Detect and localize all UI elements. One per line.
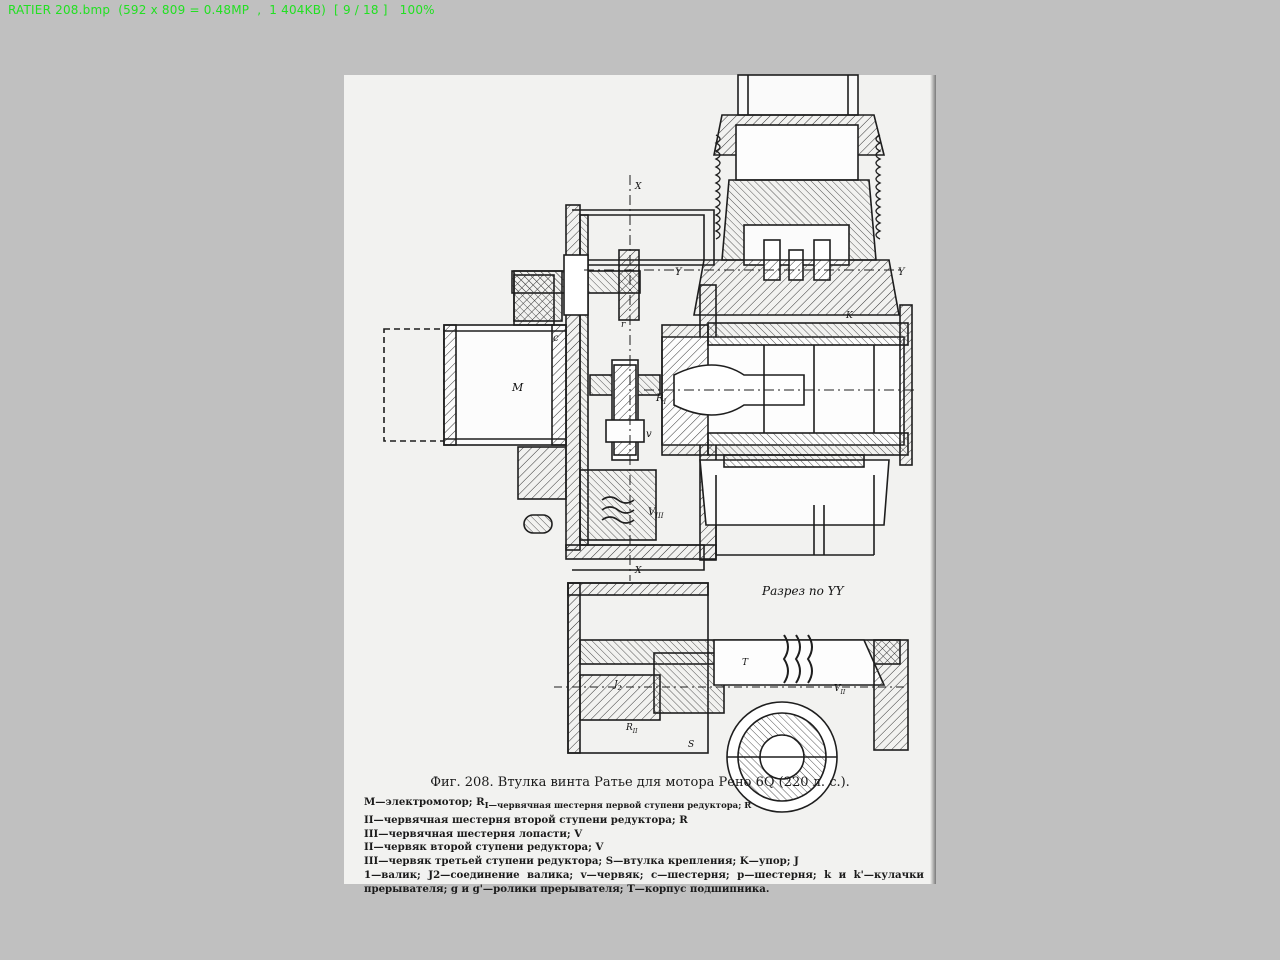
caption-title: Фиг. 208. Втулка винта Ратье для мотора Рено 6Q (220 л. с.).	[430, 775, 850, 790]
status-bar: RATIER 208.bmp (592 x 809 = 0.48MP , 1 404KB) [ 9 / 18 ] 100%	[8, 3, 435, 17]
label-x-top: X	[635, 182, 642, 192]
caption-line: III—червячная шестерня лопасти; V	[364, 827, 583, 840]
page-edge-shadow	[930, 75, 936, 884]
label-v: v	[646, 429, 652, 440]
label-motor: M	[512, 381, 524, 394]
label-c: c	[553, 333, 559, 344]
caption-line: II—червячная шестерня второй ступени редуктора; R	[364, 813, 688, 826]
label-r1: $R_I$	[656, 393, 667, 406]
caption-line: 1—валик; J2—соединение валика; v—червяк; c—шестерня; p—шестерня; k и k'—кулачки прерывателя; g и g'—ролики прерывателя; T—корпус подшипника.	[364, 869, 924, 895]
label-j2: $J_2$	[614, 680, 622, 692]
shaft-housing-top	[694, 75, 899, 315]
label-t: T	[742, 658, 749, 668]
caption-body	[364, 796, 924, 897]
label-k: K	[846, 311, 853, 321]
engine-hub	[662, 305, 912, 465]
label-x-bottom: X	[635, 566, 642, 576]
label-v2: $V_{II}$	[834, 684, 846, 696]
technical-drawing	[344, 75, 936, 775]
caption-line: II—червяк второй ступени редуктора; V	[364, 841, 604, 854]
label-r: r	[621, 320, 626, 330]
label-s: S	[688, 740, 695, 750]
label-y-left: Y	[675, 267, 682, 278]
section-label: Разрез по YY	[762, 584, 844, 598]
label-y-right: Y	[898, 267, 905, 278]
caption-line: M—электромотор; $R_{I—червячная шестерня первой ступени редуктора; R}$	[364, 796, 752, 812]
label-r2: $R_{II}$	[626, 723, 638, 735]
caption-line: III—червяк третьей ступени редуктора; S—втулка крепления; K—упор; J	[364, 855, 799, 868]
image-canvas[interactable]	[344, 75, 936, 895]
engine-cylinder-lower	[700, 455, 889, 555]
electric-motor	[384, 325, 566, 445]
label-v3: $V_{III}$	[648, 507, 664, 520]
